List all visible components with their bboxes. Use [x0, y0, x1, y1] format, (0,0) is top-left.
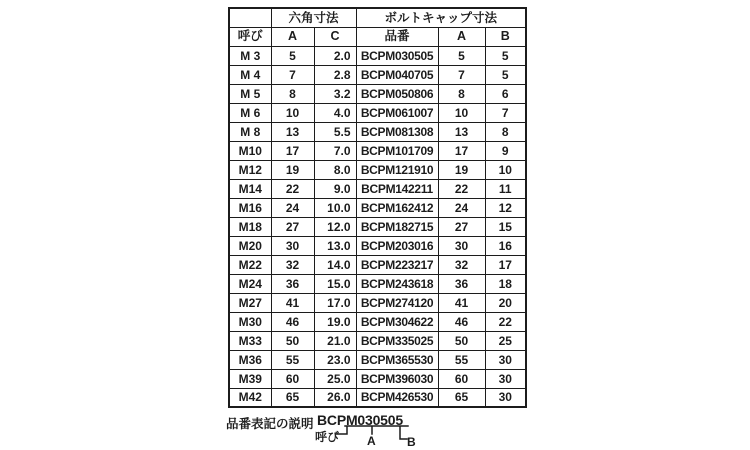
- cell-cap_b: 17: [485, 255, 526, 274]
- cell-cap_b: 5: [485, 65, 526, 84]
- table-row: [229, 293, 526, 312]
- legend-note-label: 品番表記の説明: [226, 417, 314, 431]
- cell-cap_a: 50: [438, 331, 485, 350]
- cell-part_no: BCPM426530: [356, 388, 438, 407]
- table-row: [229, 369, 526, 388]
- cell-hex_c: 10.0: [314, 198, 356, 217]
- cell-part_no: BCPM274120: [356, 293, 438, 312]
- cell-hex_c: 2.0: [314, 46, 356, 65]
- cell-cap_b: 11: [485, 179, 526, 198]
- cell-size: M 5: [229, 84, 271, 103]
- group-header-hex-dimensions: 六角寸法: [271, 8, 356, 27]
- cell-hex_a: 46: [271, 312, 314, 331]
- cell-hex_c: 14.0: [314, 255, 356, 274]
- cell-size: M 4: [229, 65, 271, 84]
- cell-cap_a: 27: [438, 217, 485, 236]
- cell-hex_a: 32: [271, 255, 314, 274]
- cell-part_no: BCPM182715: [356, 217, 438, 236]
- table-row: [229, 84, 526, 103]
- column-header-hex-c: C: [314, 27, 356, 46]
- cell-cap_a: 65: [438, 388, 485, 407]
- cell-cap_b: 22: [485, 312, 526, 331]
- cell-hex_a: 27: [271, 217, 314, 236]
- table-row: [229, 198, 526, 217]
- cell-part_no: BCPM162412: [356, 198, 438, 217]
- cell-cap_a: 30: [438, 236, 485, 255]
- cell-cap_a: 7: [438, 65, 485, 84]
- cell-size: M12: [229, 160, 271, 179]
- cell-cap_a: 5: [438, 46, 485, 65]
- cell-cap_b: 10: [485, 160, 526, 179]
- cell-size: M30: [229, 312, 271, 331]
- cell-cap_b: 25: [485, 331, 526, 350]
- cell-size: M27: [229, 293, 271, 312]
- cell-hex_a: 7: [271, 65, 314, 84]
- part-number-legend: [226, 411, 526, 450]
- cell-cap_a: 13: [438, 122, 485, 141]
- legend-b-label: B: [407, 435, 416, 449]
- table-body: [229, 46, 526, 407]
- cell-hex_a: 19: [271, 160, 314, 179]
- cell-part_no: BCPM040705: [356, 65, 438, 84]
- cell-hex_a: 24: [271, 198, 314, 217]
- cell-cap_b: 15: [485, 217, 526, 236]
- cell-cap_b: 5: [485, 46, 526, 65]
- cell-cap_a: 41: [438, 293, 485, 312]
- cell-part_no: BCPM050806: [356, 84, 438, 103]
- table-header: [229, 8, 526, 46]
- cell-part_no: BCPM203016: [356, 236, 438, 255]
- cell-hex_a: 17: [271, 141, 314, 160]
- cell-hex_a: 30: [271, 236, 314, 255]
- cell-cap_a: 19: [438, 160, 485, 179]
- cell-cap_a: 10: [438, 103, 485, 122]
- cell-part_no: BCPM142211: [356, 179, 438, 198]
- cell-part_no: BCPM304622: [356, 312, 438, 331]
- cell-hex_c: 5.5: [314, 122, 356, 141]
- table-row: [229, 274, 526, 293]
- cell-size: M20: [229, 236, 271, 255]
- cell-cap_b: 20: [485, 293, 526, 312]
- legend-example-code: BCPM030505: [317, 412, 403, 428]
- column-header-size: 呼び: [229, 27, 271, 46]
- table-row: [229, 160, 526, 179]
- cell-hex_c: 19.0: [314, 312, 356, 331]
- legend-a-label: A: [367, 434, 376, 448]
- cell-cap_a: 55: [438, 350, 485, 369]
- cell-cap_a: 32: [438, 255, 485, 274]
- cell-cap_b: 18: [485, 274, 526, 293]
- cell-part_no: BCPM243618: [356, 274, 438, 293]
- cell-cap_a: 60: [438, 369, 485, 388]
- cell-cap_a: 17: [438, 141, 485, 160]
- cell-hex_c: 21.0: [314, 331, 356, 350]
- cell-hex_c: 23.0: [314, 350, 356, 369]
- cell-hex_a: 8: [271, 84, 314, 103]
- cell-hex_a: 65: [271, 388, 314, 407]
- table-row: [229, 122, 526, 141]
- group-header-row: [229, 8, 526, 27]
- cell-cap_a: 36: [438, 274, 485, 293]
- group-header-bolt-cap-dimensions: ボルトキャップ寸法: [356, 8, 526, 27]
- cell-hex_a: 5: [271, 46, 314, 65]
- cell-size: M 6: [229, 103, 271, 122]
- cell-hex_c: 8.0: [314, 160, 356, 179]
- table-row: [229, 236, 526, 255]
- cell-size: M 8: [229, 122, 271, 141]
- table-row: [229, 46, 526, 65]
- cell-hex_a: 22: [271, 179, 314, 198]
- column-header-cap-a: A: [438, 27, 485, 46]
- cell-hex_c: 12.0: [314, 217, 356, 236]
- column-header-cap-b: B: [485, 27, 526, 46]
- cell-hex_c: 25.0: [314, 369, 356, 388]
- column-header-row: [229, 27, 526, 46]
- cell-part_no: BCPM365530: [356, 350, 438, 369]
- table-row: [229, 388, 526, 407]
- table-row: [229, 312, 526, 331]
- cell-hex_c: 2.8: [314, 65, 356, 84]
- cell-hex_c: 9.0: [314, 179, 356, 198]
- cell-part_no: BCPM081308: [356, 122, 438, 141]
- cell-size: M10: [229, 141, 271, 160]
- cell-cap_a: 46: [438, 312, 485, 331]
- cell-hex_c: 4.0: [314, 103, 356, 122]
- table-row: [229, 179, 526, 198]
- legend-call-label: 呼び: [315, 430, 340, 444]
- cell-size: M42: [229, 388, 271, 407]
- cell-hex_c: 13.0: [314, 236, 356, 255]
- column-header-hex-a: A: [271, 27, 314, 46]
- cell-cap_a: 22: [438, 179, 485, 198]
- cell-size: M 3: [229, 46, 271, 65]
- cell-part_no: BCPM101709: [356, 141, 438, 160]
- cell-size: M39: [229, 369, 271, 388]
- cell-cap_a: 8: [438, 84, 485, 103]
- cell-hex_a: 36: [271, 274, 314, 293]
- cell-size: M14: [229, 179, 271, 198]
- cell-hex_a: 41: [271, 293, 314, 312]
- cell-part_no: BCPM335025: [356, 331, 438, 350]
- cell-cap_b: 8: [485, 122, 526, 141]
- cell-cap_a: 24: [438, 198, 485, 217]
- cell-cap_b: 30: [485, 388, 526, 407]
- cell-size: M24: [229, 274, 271, 293]
- cell-size: M33: [229, 331, 271, 350]
- cell-size: M36: [229, 350, 271, 369]
- cell-part_no: BCPM396030: [356, 369, 438, 388]
- table-row: [229, 103, 526, 122]
- cell-size: M16: [229, 198, 271, 217]
- cell-part_no: BCPM121910: [356, 160, 438, 179]
- cell-hex_c: 3.2: [314, 84, 356, 103]
- cell-cap_b: 12: [485, 198, 526, 217]
- table-row: [229, 65, 526, 84]
- corner-empty-cell: [229, 8, 271, 27]
- table-row: [229, 217, 526, 236]
- cell-cap_b: 7: [485, 103, 526, 122]
- cell-cap_b: 9: [485, 141, 526, 160]
- cell-hex_a: 50: [271, 331, 314, 350]
- dimension-spec-table: [228, 7, 527, 408]
- cell-hex_a: 60: [271, 369, 314, 388]
- cell-hex_c: 26.0: [314, 388, 356, 407]
- table-row: [229, 255, 526, 274]
- table-row: [229, 350, 526, 369]
- cell-cap_b: 16: [485, 236, 526, 255]
- cell-hex_a: 10: [271, 103, 314, 122]
- cell-cap_b: 6: [485, 84, 526, 103]
- cell-hex_c: 17.0: [314, 293, 356, 312]
- cell-part_no: BCPM030505: [356, 46, 438, 65]
- cell-hex_a: 55: [271, 350, 314, 369]
- cell-part_no: BCPM061007: [356, 103, 438, 122]
- cell-part_no: BCPM223217: [356, 255, 438, 274]
- cell-hex_c: 7.0: [314, 141, 356, 160]
- table-row: [229, 141, 526, 160]
- cell-cap_b: 30: [485, 350, 526, 369]
- column-header-part-no: 品番: [356, 27, 438, 46]
- table-row: [229, 331, 526, 350]
- cell-hex_c: 15.0: [314, 274, 356, 293]
- cell-size: M22: [229, 255, 271, 274]
- cell-hex_a: 13: [271, 122, 314, 141]
- cell-cap_b: 30: [485, 369, 526, 388]
- cell-size: M18: [229, 217, 271, 236]
